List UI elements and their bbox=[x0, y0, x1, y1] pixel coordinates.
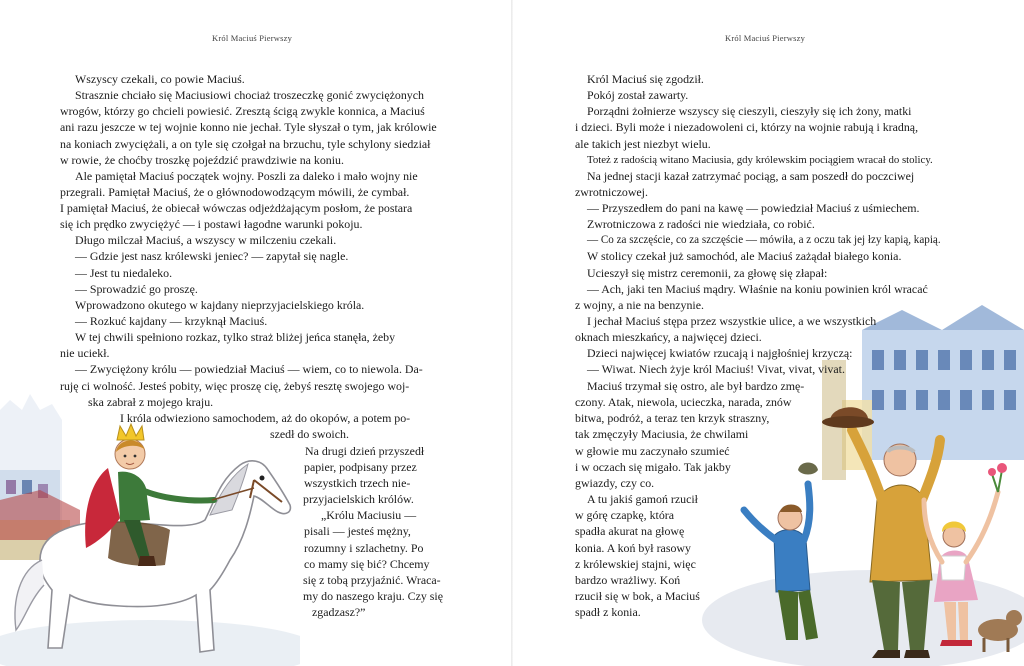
text-line: tak zmęczyły Maciusia, że chwilami bbox=[575, 427, 749, 441]
text-line: w rowie, że choćby troszkę pojeździć prawdziwie na koniu. bbox=[60, 153, 344, 167]
text-line: W stolicy czekał już samochód, ale Maciuś zażądał białego konia. bbox=[587, 249, 902, 263]
text-line: bitwa, podróż, a teraz ten krzyk straszny, bbox=[575, 411, 770, 425]
text-line: Maciuś trzymał się ostro, ale był bardzo zmę- bbox=[587, 379, 805, 393]
text-line: spadł z konia. bbox=[575, 605, 641, 619]
text-line: „Królu Maciusiu — bbox=[321, 508, 417, 522]
text-line: przegrali. Pamiętał Maciuś, że o głównodowodzącym mówili, że cymbał. bbox=[60, 185, 410, 199]
text-line: papier, podpisany przez bbox=[304, 460, 417, 474]
text-line: rozumny i szlachetny. Po bbox=[304, 541, 424, 555]
text-line: A tu jakiś gamoń rzucił bbox=[587, 492, 698, 506]
text-line: się ich prędko zwyciężyć — i postawi łagodne warunki pokoju. bbox=[60, 217, 363, 231]
text-line: Strasznie chciało się Maciusiowi chociaż troszeczkę gonić zwyciężonych bbox=[75, 88, 424, 102]
text-line: czony. Atak, niewola, ucieczka, narada, znów bbox=[575, 395, 792, 409]
text-line: wrogów, którzy go chcieli powiesić. Zresztą ścigą zwykle konnica, a Maciuś bbox=[60, 104, 425, 118]
text-line: gwiazdy, czy co. bbox=[575, 476, 655, 490]
text-line: z królewskiej stajni, więc bbox=[575, 557, 696, 571]
text-line: — Jest tu niedaleko. bbox=[75, 266, 173, 280]
text-line: zgadzasz?” bbox=[312, 605, 366, 619]
text-line: my do naszego kraju. Czy się bbox=[303, 589, 444, 603]
text-line: ani razu jeszcze w tej wojnie konno nie jechał. Tyle słyszał o tym, jak królowie bbox=[60, 120, 437, 134]
text-line: — Co za szczęście, co za szczęście — mówiła, a z oczu tak jej łzy kapią, kapią. bbox=[587, 234, 941, 246]
text-line: — Przyszedłem do pani na kawę — powiedział Maciuś z uśmiechem. bbox=[587, 201, 920, 215]
text-line: rzucił się w bok, a Maciuś bbox=[575, 589, 700, 603]
running-head-left: Król Maciuś Pierwszy bbox=[212, 33, 293, 43]
text-line: ruję ci wolność. Jesteś pobity, więc proszę cię, żebyś resztę swojego woj- bbox=[60, 379, 410, 393]
text-line: — Wiwat. Niech żyje król Maciuś! Vivat, vivat, vivat. bbox=[587, 362, 845, 376]
text-line: w górę czapkę, która bbox=[575, 508, 675, 522]
text-line: wszystkich trzech nie- bbox=[304, 476, 411, 490]
text-line: I pamiętał Maciuś, że obiecał wówczas odjeżdżającym posłom, że postara bbox=[60, 201, 413, 215]
text-line: — Gdzie jest nasz królewski jeniec? — zapytał się nagle. bbox=[75, 249, 349, 263]
text-line: nie uciekł. bbox=[60, 346, 110, 360]
text-line: oknach mieszkańcy, a najwięcej dzieci. bbox=[575, 330, 762, 344]
text-line: Wprowadzono okutego w kajdany nieprzyjacielskiego króla. bbox=[75, 298, 365, 312]
running-head-right: Król Maciuś Pierwszy bbox=[725, 33, 806, 43]
text-line: z wojny, a nie na benzynie. bbox=[575, 298, 704, 312]
text-line: bardzo wrażliwy. Koń bbox=[575, 573, 681, 587]
text-line: Ucieszył się mistrz ceremonii, za głowę się złapał: bbox=[587, 266, 828, 280]
text-line: Porządni żołnierze wszyscy się cieszyli, cieszyły się ich żony, matki bbox=[587, 104, 912, 118]
right-page bbox=[512, 0, 1024, 666]
text-line: — Ach, jaki ten Maciuś mądry. Właśnie na koniu powinien król wracać bbox=[587, 282, 928, 296]
text-line: pisali — jesteś mężny, bbox=[304, 524, 411, 538]
text-line: Na jednej stacji kazał zatrzymać pociąg, a sam poszedł do poczciwej bbox=[587, 169, 915, 183]
text-line: Wszyscy czekali, co powie Maciuś. bbox=[75, 72, 245, 86]
text-line: Długo milczał Maciuś, a wszyscy w milczeniu czekali. bbox=[75, 233, 337, 247]
text-line: ska zabrał z mojego kraju. bbox=[88, 395, 214, 409]
text-line: na koniach zwyciężali, a on tyle się czołgał na brzuchu, tyle schylony siedział bbox=[60, 137, 431, 151]
text-line: W tej chwili spełniono rozkaz, tylko straż bliżej jeńca stanęła, żeby bbox=[75, 330, 396, 344]
text-line: Pokój został zawarty. bbox=[587, 88, 689, 102]
text-line: w głowie mu zaczynało szumieć bbox=[575, 444, 730, 458]
text-line: konia. A koń był rasowy bbox=[575, 541, 691, 555]
text-line: spadła akurat na głowę bbox=[575, 524, 685, 538]
text-line: się z tobą przyjaźnić. Wraca- bbox=[303, 573, 441, 587]
text-line: Król Maciuś się zgodził. bbox=[587, 72, 704, 86]
text-line: — Sprowadzić go proszę. bbox=[75, 282, 198, 296]
text-line: ale takich jest niezbyt wielu. bbox=[575, 137, 711, 151]
text-line: Zwrotniczowa z radości nie wiedziała, co robić. bbox=[587, 217, 815, 231]
text-line: co mamy się bić? Chcemy bbox=[304, 557, 430, 571]
text-line: zwrotniczowej. bbox=[575, 185, 648, 199]
text-line: szedł do swoich. bbox=[270, 427, 349, 441]
text-line: Ale pamiętał Maciuś początek wojny. Poszli za daleko i mało wojny nie bbox=[75, 169, 418, 183]
text-line: I jechał Maciuś stępa przez wszystkie ulice, a we wszystkich bbox=[587, 314, 877, 328]
text-line: — Rozkuć kajdany — krzyknął Maciuś. bbox=[75, 314, 268, 328]
text-line: Dzieci najwięcej kwiatów rzucają i najgłośniej krzyczą: bbox=[587, 346, 853, 360]
text-line: i w oczach się migało. Tak jakby bbox=[575, 460, 731, 474]
text-line: I króla odwieziono samochodem, aż do okopów, a potem po- bbox=[120, 411, 411, 425]
text-line: przyjacielskich królów. bbox=[303, 492, 414, 506]
text-line: — Zwyciężony królu — powiedział Maciuś — wiem, co to niewola. Da- bbox=[75, 362, 423, 376]
text-line: Toteż z radością witano Maciusia, gdy królewskim pociągiem wracał do stolicy. bbox=[587, 154, 933, 166]
text-line: i dzieci. Byli może i niezadowoleni ci, którzy na wojnie rabują i kradną, bbox=[575, 120, 919, 134]
text-line: Na drugi dzień przyszedł bbox=[305, 444, 425, 458]
